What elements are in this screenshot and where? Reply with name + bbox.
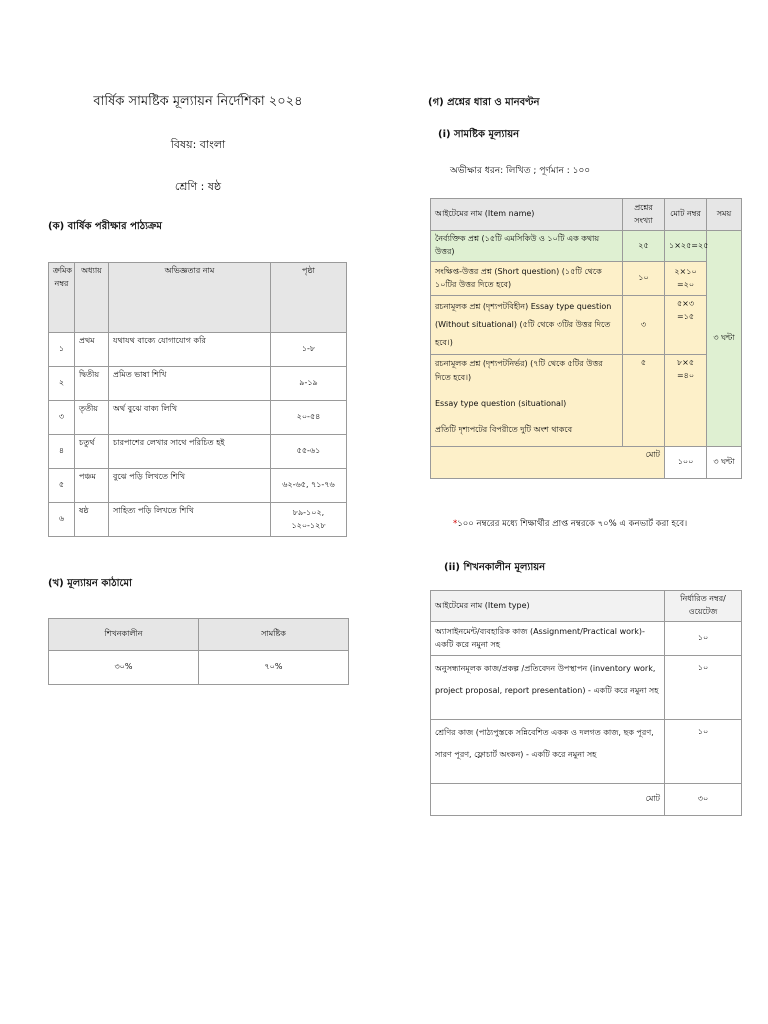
item-name-line: প্রতিটি দৃশ্যপটের বিপরীতে দুটি অংশ থাকবে	[435, 425, 573, 434]
total-label: মোট	[431, 784, 665, 816]
experience-cell: সাহিত্য পড়ি লিখতে শিখি	[109, 503, 271, 537]
chapter-cell: পঞ্চম	[75, 469, 109, 503]
total-row	[431, 447, 742, 479]
chapter-cell: তৃতীয়	[75, 401, 109, 435]
col-formative: শিখনকালীন	[49, 619, 199, 651]
marks-cell: ২×১০ =২০	[665, 262, 707, 296]
serial-cell: ২	[49, 367, 75, 401]
item-type-cell: অ্যাসাইনমেন্ট/ব্যবহারিক কাজ (Assignment/Practical work)-একটি করে নমুনা সহ	[431, 622, 665, 656]
item-type-cell: শ্রেণির কাজ (পাঠ্যপুস্তকে সন্নিবেশিত একক ও দলগত কাজ, ছক পূরণ, সারণ পূরণ, ফ্লোচার্ট অংকন) - একটি করে নমুনা সহ	[431, 720, 665, 784]
table-row	[431, 262, 742, 296]
chapter-cell: ষষ্ঠ	[75, 503, 109, 537]
item-name-cell: নৈর্ব্যক্তিক প্রশ্ন (১৫টি এমসিকিউ ও ১০টি এক কথায় উত্তর)	[431, 231, 623, 262]
serial-cell: ৩	[49, 401, 75, 435]
pages-cell: ১-৮	[271, 333, 347, 367]
count-cell: ৩	[623, 296, 665, 355]
summative-subheading: (i) সামষ্টিক মূল্যায়ন	[438, 129, 520, 140]
col-item-type: আইটেমের নাম (Item type)	[431, 591, 665, 622]
total-label: মোট	[431, 447, 665, 479]
item-name-cell: রচনামূলক প্রশ্ন (দৃশ্যপটবিহীন) Essay type question (Without situational) (৫টি থেকে ৩টির উত্তর দিতে হবে।)	[431, 296, 623, 355]
table-row	[49, 333, 347, 367]
pages-cell: ৬২-৬৫, ৭১-৭৬	[271, 469, 347, 503]
table-row	[431, 296, 742, 355]
table-row	[431, 622, 742, 656]
total-time: ৩ ঘন্টা	[707, 447, 742, 479]
chapter-cell: চতুর্থ	[75, 435, 109, 469]
subject-label: বিষয়: বাংলা	[170, 138, 226, 151]
footnote-star: *	[453, 519, 458, 529]
marks-cell: ৫×৩ =১৫	[665, 296, 707, 355]
section-kha-heading: (খ) মূল্যায়ন কাঠামো	[48, 578, 132, 589]
serial-cell: ৬	[49, 503, 75, 537]
weightage-cell: ১০	[665, 720, 742, 784]
experience-cell: চারপাশের লেখার সাথে পরিচিত হই	[109, 435, 271, 469]
table-row	[431, 355, 742, 447]
serial-cell: ৫	[49, 469, 75, 503]
chapter-cell: দ্বিতীয়	[75, 367, 109, 401]
formative-table	[430, 590, 742, 816]
exam-type-note: অভীক্ষার ধরন: লিখিত ; পূর্ণমান : ১০০	[450, 166, 591, 176]
total-row	[431, 784, 742, 816]
formative-percent: ৩০%	[49, 651, 199, 685]
formative-subheading: (ii) শিখনকালীন মূল্যায়ন	[444, 562, 546, 573]
table-row	[49, 503, 347, 537]
section-ga-heading: (গ) প্রশ্নের ধারা ও মানবণ্টন	[428, 97, 540, 108]
col-total-marks: মোট নম্বর	[665, 199, 707, 231]
col-experience: অভিজ্ঞতার নাম	[109, 263, 271, 333]
syllabus-header-row	[49, 263, 347, 333]
item-name-cell: সংক্ষিপ্ত-উত্তর প্রশ্ন (Short question) (১৫টি থেকে ১০টির উত্তর দিতে হবে)	[431, 262, 623, 296]
summative-table	[430, 198, 742, 479]
count-cell: ২৫	[623, 231, 665, 262]
table-row	[49, 435, 347, 469]
footnote-text: ১০০ নম্বরের মধ্যে শিক্ষার্থীর প্রাপ্ত নম্বরকে ৭০% এ কনভার্ট করা হবে।	[457, 519, 688, 529]
experience-cell: যথাযথ বাক্যে যোগাযোগ করি	[109, 333, 271, 367]
table-row	[431, 656, 742, 720]
table-row	[49, 401, 347, 435]
syllabus-table	[48, 262, 347, 537]
count-cell: ৫	[623, 355, 665, 447]
total-marks: ১০০	[665, 447, 707, 479]
col-pages: পৃষ্ঠা	[271, 263, 347, 333]
class-label: শ্রেণি : ষষ্ঠ	[174, 180, 222, 193]
marks-cell: ১×২৫=২৫	[665, 231, 707, 262]
table-row	[49, 469, 347, 503]
total-weightage: ৩০	[665, 784, 742, 816]
pages-cell: ২০-৫৪	[271, 401, 347, 435]
col-time: সময়	[707, 199, 742, 231]
item-name-line: রচনামূলক প্রশ্ন (দৃশ্যপটনির্ভর) (৭টি থেকে ৫টির উত্তর দিতে হবে।)	[435, 359, 603, 382]
col-chapter: অধ্যায়	[75, 263, 109, 333]
col-weightage: নির্ধারিত নম্বর/ওয়েটেজ	[665, 591, 742, 622]
table-row	[49, 367, 347, 401]
weightage-cell: ১০	[665, 656, 742, 720]
pages-cell: ৮৯-১০২, ১২০-১২৮	[271, 503, 347, 537]
col-serial: ক্রমিক নম্বর	[49, 263, 75, 333]
serial-cell: ১	[49, 333, 75, 367]
table-row	[431, 720, 742, 784]
item-type-cell: অনুসন্ধানমূলক কাজ/প্রকল্প /প্রতিবেদন উপস্থাপন (inventory work, project proposal, report presentation) - একটি করে নমুনা সহ	[431, 656, 665, 720]
experience-cell: অর্থ বুঝে বাক্য লিখি	[109, 401, 271, 435]
pages-cell: ৫৫-৬১	[271, 435, 347, 469]
count-cell: ১০	[623, 262, 665, 296]
assessment-framework-table	[48, 618, 349, 685]
table-row	[431, 231, 742, 262]
time-cell: ৩ ঘন্টা	[707, 231, 742, 447]
item-name-cell	[431, 355, 623, 447]
conversion-footnote	[453, 517, 687, 531]
col-summative: সামষ্টিক	[199, 619, 349, 651]
experience-cell: বুঝে পড়ি লিখতে শিখি	[109, 469, 271, 503]
chapter-cell: প্রথম	[75, 333, 109, 367]
section-ka-heading: (ক) বার্ষিক পরীক্ষার পাঠ্যক্রম	[48, 221, 162, 232]
marks-cell: ৮×৫ =৪০	[665, 355, 707, 447]
weightage-cell: ১০	[665, 622, 742, 656]
col-question-count: প্রশ্নের সংখ্যা	[623, 199, 665, 231]
col-item-name: আইটেমের নাম (Item name)	[431, 199, 623, 231]
summative-percent: ৭০%	[199, 651, 349, 685]
serial-cell: ৪	[49, 435, 75, 469]
pages-cell: ৯-১৯	[271, 367, 347, 401]
item-name-line: Essay type question (situational)	[435, 399, 567, 408]
experience-cell: প্রমিত ভাষা শিখি	[109, 367, 271, 401]
document-title: বার্ষিক সামষ্টিক মূল্যায়ন নির্দেশিকা ২০২৪	[93, 94, 303, 109]
